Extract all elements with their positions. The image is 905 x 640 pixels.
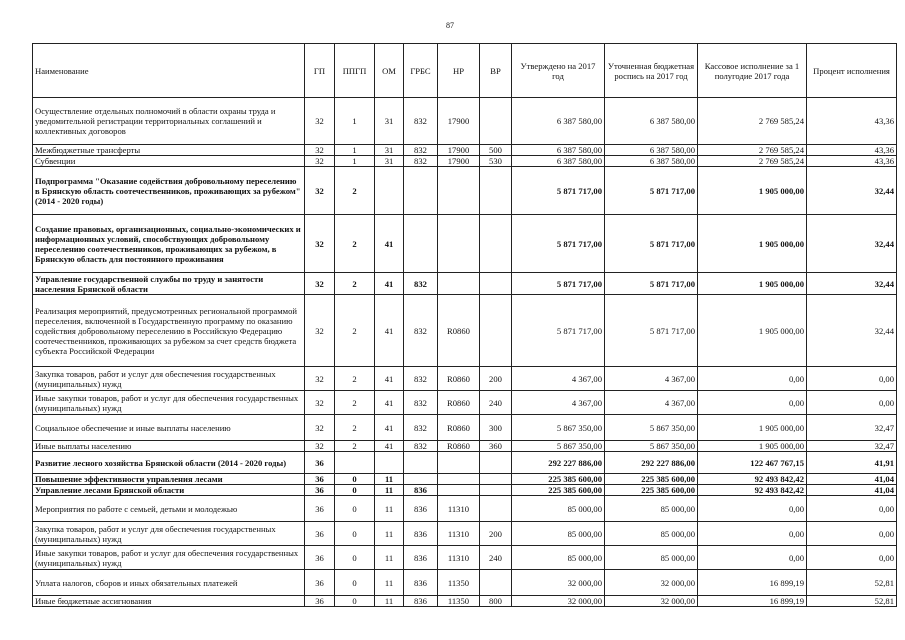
row-percent: 43,36 <box>807 145 897 156</box>
row-refined: 5 867 350,00 <box>605 415 698 441</box>
row-np <box>438 474 480 485</box>
row-percent: 41,91 <box>807 452 897 474</box>
row-approved: 85 000,00 <box>512 496 605 522</box>
table-row <box>33 167 897 215</box>
row-grbs <box>404 215 438 273</box>
row-vr <box>480 215 512 273</box>
row-name: Иные выплаты населению <box>33 441 305 452</box>
row-cash: 1 905 000,00 <box>698 167 807 215</box>
row-approved: 292 227 886,00 <box>512 452 605 474</box>
row-percent: 32,44 <box>807 295 897 367</box>
row-om: 11 <box>375 596 404 607</box>
row-np: 11350 <box>438 570 480 596</box>
row-cash: 1 905 000,00 <box>698 415 807 441</box>
row-ppgp: 2 <box>335 441 375 452</box>
header-name: Наименование <box>33 44 305 98</box>
row-name: Иные закупки товаров, работ и услуг для обеспечения государственных (муниципальных) нужд <box>33 546 305 570</box>
row-refined: 85 000,00 <box>605 522 698 546</box>
row-gp: 36 <box>305 546 335 570</box>
row-om: 41 <box>375 441 404 452</box>
table-row <box>33 273 897 295</box>
row-np: 17900 <box>438 156 480 167</box>
row-vr <box>480 98 512 145</box>
row-refined: 85 000,00 <box>605 546 698 570</box>
row-ppgp: 0 <box>335 522 375 546</box>
table-row <box>33 415 897 441</box>
row-np: 11310 <box>438 496 480 522</box>
row-np: R0860 <box>438 415 480 441</box>
row-ppgp: 0 <box>335 485 375 496</box>
row-approved: 5 871 717,00 <box>512 167 605 215</box>
row-cash: 92 493 842,42 <box>698 474 807 485</box>
row-percent: 32,47 <box>807 415 897 441</box>
row-om: 41 <box>375 295 404 367</box>
row-vr <box>480 295 512 367</box>
row-approved: 6 387 580,00 <box>512 156 605 167</box>
row-gp: 36 <box>305 496 335 522</box>
row-percent: 43,36 <box>807 98 897 145</box>
row-percent: 0,00 <box>807 391 897 415</box>
row-ppgp: 2 <box>335 415 375 441</box>
row-gp: 32 <box>305 98 335 145</box>
row-vr: 240 <box>480 546 512 570</box>
table-header-row <box>33 44 897 98</box>
row-cash: 1 905 000,00 <box>698 295 807 367</box>
row-vr <box>480 273 512 295</box>
row-refined: 6 387 580,00 <box>605 145 698 156</box>
row-grbs <box>404 167 438 215</box>
row-approved: 5 871 717,00 <box>512 215 605 273</box>
row-grbs: 832 <box>404 273 438 295</box>
row-cash: 2 769 585,24 <box>698 98 807 145</box>
page-number: 87 <box>446 21 454 30</box>
row-percent: 0,00 <box>807 367 897 391</box>
row-gp: 32 <box>305 415 335 441</box>
row-percent: 52,81 <box>807 570 897 596</box>
row-gp: 32 <box>305 156 335 167</box>
row-np <box>438 273 480 295</box>
row-om <box>375 167 404 215</box>
row-vr: 530 <box>480 156 512 167</box>
header-approved: Утверждено на 2017 год <box>512 44 605 98</box>
row-gp: 36 <box>305 522 335 546</box>
row-om: 11 <box>375 546 404 570</box>
table-row <box>33 522 897 546</box>
row-np: R0860 <box>438 441 480 452</box>
row-cash: 122 467 767,15 <box>698 452 807 474</box>
row-name: Уплата налогов, сборов и иных обязательных платежей <box>33 570 305 596</box>
row-cash: 16 899,19 <box>698 596 807 607</box>
row-approved: 5 867 350,00 <box>512 415 605 441</box>
table-row <box>33 596 897 607</box>
row-om: 41 <box>375 367 404 391</box>
row-grbs: 836 <box>404 546 438 570</box>
row-name: Осуществление отдельных полномочий в области охраны труда и уведомительной регистрации территориальных соглашений и коллективных договоров <box>33 98 305 145</box>
row-om: 31 <box>375 156 404 167</box>
row-vr <box>480 570 512 596</box>
row-gp: 36 <box>305 452 335 474</box>
row-percent: 43,36 <box>807 156 897 167</box>
table-row <box>33 496 897 522</box>
table-row <box>33 367 897 391</box>
row-name: Субвенции <box>33 156 305 167</box>
header-np: НР <box>438 44 480 98</box>
row-vr <box>480 474 512 485</box>
row-refined: 225 385 600,00 <box>605 474 698 485</box>
row-ppgp: 1 <box>335 98 375 145</box>
row-gp: 36 <box>305 485 335 496</box>
row-gp: 32 <box>305 367 335 391</box>
row-grbs: 832 <box>404 415 438 441</box>
row-om: 41 <box>375 391 404 415</box>
row-approved: 85 000,00 <box>512 522 605 546</box>
row-approved: 5 871 717,00 <box>512 295 605 367</box>
table-row <box>33 474 897 485</box>
row-name: Межбюджетные трансферты <box>33 145 305 156</box>
header-cash: Кассовое исполнение за 1 полугодие 2017 года <box>698 44 807 98</box>
row-cash: 0,00 <box>698 522 807 546</box>
header-vr: ВР <box>480 44 512 98</box>
row-grbs <box>404 474 438 485</box>
table-row <box>33 391 897 415</box>
row-refined: 4 367,00 <box>605 391 698 415</box>
row-name: Закупка товаров, работ и услуг для обеспечения государственных (муниципальных) нужд <box>33 367 305 391</box>
row-vr: 800 <box>480 596 512 607</box>
row-ppgp: 0 <box>335 546 375 570</box>
row-cash: 92 493 842,42 <box>698 485 807 496</box>
row-grbs <box>404 452 438 474</box>
row-np: 17900 <box>438 98 480 145</box>
row-percent: 0,00 <box>807 496 897 522</box>
row-gp: 32 <box>305 441 335 452</box>
row-om: 11 <box>375 522 404 546</box>
row-np: 11310 <box>438 546 480 570</box>
table-row <box>33 570 897 596</box>
row-vr <box>480 452 512 474</box>
row-gp: 32 <box>305 167 335 215</box>
row-refined: 32 000,00 <box>605 596 698 607</box>
row-refined: 32 000,00 <box>605 570 698 596</box>
header-percent: Процент исполнения <box>807 44 897 98</box>
row-cash: 0,00 <box>698 496 807 522</box>
row-vr: 200 <box>480 367 512 391</box>
row-np: R0860 <box>438 391 480 415</box>
row-grbs: 836 <box>404 522 438 546</box>
row-grbs: 832 <box>404 391 438 415</box>
row-approved: 6 387 580,00 <box>512 98 605 145</box>
row-gp: 32 <box>305 273 335 295</box>
row-om: 41 <box>375 215 404 273</box>
row-name: Повышение эффективности управления лесами <box>33 474 305 485</box>
row-name: Иные бюджетные ассигнования <box>33 596 305 607</box>
table-row <box>33 441 897 452</box>
row-name: Реализация мероприятий, предусмотренных региональной программой переселения, включенной в Государственную программу по оказанию содействия добровольному переселению в Российскую Федерацию соотечественников, проживающих за рубежом за счет средств бюджета субъекта Российской Федерации <box>33 295 305 367</box>
row-refined: 292 227 886,00 <box>605 452 698 474</box>
row-om: 11 <box>375 496 404 522</box>
row-approved: 5 871 717,00 <box>512 273 605 295</box>
row-percent: 41,04 <box>807 474 897 485</box>
row-grbs: 836 <box>404 596 438 607</box>
row-np: 11350 <box>438 596 480 607</box>
row-cash: 1 905 000,00 <box>698 215 807 273</box>
table-row <box>33 452 897 474</box>
table-row <box>33 98 897 145</box>
row-percent: 0,00 <box>807 546 897 570</box>
row-approved: 32 000,00 <box>512 570 605 596</box>
row-ppgp: 0 <box>335 596 375 607</box>
row-approved: 32 000,00 <box>512 596 605 607</box>
row-grbs: 832 <box>404 441 438 452</box>
row-percent: 32,44 <box>807 167 897 215</box>
row-refined: 5 867 350,00 <box>605 441 698 452</box>
row-approved: 4 367,00 <box>512 391 605 415</box>
header-refined: Уточненная бюджетная роспись на 2017 год <box>605 44 698 98</box>
row-cash: 0,00 <box>698 367 807 391</box>
row-percent: 32,47 <box>807 441 897 452</box>
row-ppgp: 0 <box>335 570 375 596</box>
table-row <box>33 295 897 367</box>
row-vr: 240 <box>480 391 512 415</box>
header-grbs: ГРБС <box>404 44 438 98</box>
row-vr <box>480 167 512 215</box>
row-percent: 0,00 <box>807 522 897 546</box>
row-percent: 41,04 <box>807 485 897 496</box>
row-refined: 5 871 717,00 <box>605 273 698 295</box>
table-row <box>33 145 897 156</box>
header-ppgp: ППГП <box>335 44 375 98</box>
header-om: ОМ <box>375 44 404 98</box>
row-om: 41 <box>375 273 404 295</box>
row-grbs: 832 <box>404 145 438 156</box>
row-ppgp: 2 <box>335 215 375 273</box>
row-vr: 300 <box>480 415 512 441</box>
table-row <box>33 156 897 167</box>
row-ppgp: 2 <box>335 273 375 295</box>
row-grbs: 836 <box>404 570 438 596</box>
row-ppgp <box>335 452 375 474</box>
row-name: Управление лесами Брянской области <box>33 485 305 496</box>
row-name: Мероприятия по работе с семьей, детьми и молодежью <box>33 496 305 522</box>
row-vr: 200 <box>480 522 512 546</box>
row-refined: 5 871 717,00 <box>605 167 698 215</box>
row-name: Иные закупки товаров, работ и услуг для обеспечения государственных (муниципальных) нужд <box>33 391 305 415</box>
row-gp: 36 <box>305 570 335 596</box>
row-grbs: 832 <box>404 156 438 167</box>
row-percent: 52,81 <box>807 596 897 607</box>
row-percent: 32,44 <box>807 273 897 295</box>
row-gp: 32 <box>305 215 335 273</box>
row-gp: 36 <box>305 596 335 607</box>
row-om: 11 <box>375 570 404 596</box>
row-refined: 6 387 580,00 <box>605 156 698 167</box>
row-grbs: 832 <box>404 367 438 391</box>
row-ppgp: 1 <box>335 145 375 156</box>
row-refined: 85 000,00 <box>605 496 698 522</box>
row-refined: 6 387 580,00 <box>605 98 698 145</box>
row-np <box>438 485 480 496</box>
row-grbs: 832 <box>404 295 438 367</box>
row-vr <box>480 496 512 522</box>
row-cash: 0,00 <box>698 391 807 415</box>
row-approved: 5 867 350,00 <box>512 441 605 452</box>
row-ppgp: 2 <box>335 295 375 367</box>
table-row <box>33 215 897 273</box>
row-om: 11 <box>375 474 404 485</box>
row-approved: 225 385 600,00 <box>512 474 605 485</box>
row-grbs: 832 <box>404 98 438 145</box>
row-om: 31 <box>375 98 404 145</box>
row-name: Управление государственной службы по труду и занятости населения Брянской области <box>33 273 305 295</box>
row-np <box>438 167 480 215</box>
budget-table <box>32 43 897 607</box>
table-row <box>33 485 897 496</box>
row-np: 17900 <box>438 145 480 156</box>
row-np: R0860 <box>438 295 480 367</box>
row-approved: 6 387 580,00 <box>512 145 605 156</box>
row-percent: 32,44 <box>807 215 897 273</box>
row-om: 41 <box>375 415 404 441</box>
row-np: 11310 <box>438 522 480 546</box>
row-gp: 32 <box>305 295 335 367</box>
row-np: R0860 <box>438 367 480 391</box>
row-grbs: 836 <box>404 485 438 496</box>
row-om: 31 <box>375 145 404 156</box>
row-cash: 1 905 000,00 <box>698 273 807 295</box>
row-np <box>438 452 480 474</box>
row-approved: 225 385 600,00 <box>512 485 605 496</box>
row-cash: 1 905 000,00 <box>698 441 807 452</box>
row-name: Подпрограмма "Оказание содействия добровольному переселению в Брянскую область соотечественников, проживающих за рубежом" (2014 - 2020 годы) <box>33 167 305 215</box>
row-name: Социальное обеспечение и иные выплаты населению <box>33 415 305 441</box>
row-ppgp: 2 <box>335 391 375 415</box>
row-cash: 0,00 <box>698 546 807 570</box>
row-gp: 32 <box>305 391 335 415</box>
row-approved: 4 367,00 <box>512 367 605 391</box>
row-om <box>375 452 404 474</box>
row-np <box>438 215 480 273</box>
row-om: 11 <box>375 485 404 496</box>
row-cash: 2 769 585,24 <box>698 145 807 156</box>
row-gp: 36 <box>305 474 335 485</box>
row-approved: 85 000,00 <box>512 546 605 570</box>
row-gp: 32 <box>305 145 335 156</box>
row-vr <box>480 485 512 496</box>
row-ppgp: 1 <box>335 156 375 167</box>
row-cash: 2 769 585,24 <box>698 156 807 167</box>
row-ppgp: 2 <box>335 167 375 215</box>
row-name: Развитие лесного хозяйства Брянской области (2014 - 2020 годы) <box>33 452 305 474</box>
table-row <box>33 546 897 570</box>
row-refined: 225 385 600,00 <box>605 485 698 496</box>
row-name: Создание правовых, организационных, социально-экономических и информационных условий, способствующих добровольному переселению соотечественников, проживающих за рубежом, в Брянскую область для постоянного проживания <box>33 215 305 273</box>
row-ppgp: 2 <box>335 367 375 391</box>
row-refined: 5 871 717,00 <box>605 295 698 367</box>
row-vr: 500 <box>480 145 512 156</box>
row-ppgp: 0 <box>335 496 375 522</box>
row-name: Закупка товаров, работ и услуг для обеспечения государственных (муниципальных) нужд <box>33 522 305 546</box>
row-vr: 360 <box>480 441 512 452</box>
row-cash: 16 899,19 <box>698 570 807 596</box>
row-refined: 5 871 717,00 <box>605 215 698 273</box>
row-ppgp: 0 <box>335 474 375 485</box>
row-grbs: 836 <box>404 496 438 522</box>
header-gp: ГП <box>305 44 335 98</box>
row-refined: 4 367,00 <box>605 367 698 391</box>
